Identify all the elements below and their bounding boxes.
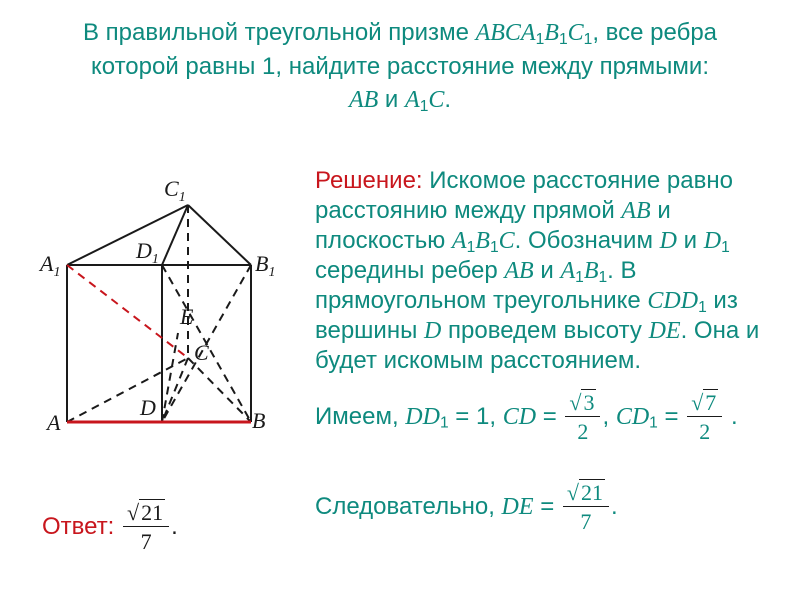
- label-d1: $D_1$: [136, 238, 159, 267]
- given-values: Имеем, $DD_1 = 1$, CD = $\frac{√3}{2}$ , $CD_1$ = $\frac{√7}{2}$ .: [315, 390, 738, 444]
- label-b: B: [252, 408, 266, 433]
- label-d: D: [140, 395, 156, 420]
- label-c: C: [194, 340, 209, 365]
- fraction-de: $\frac{√21}{7}$: [563, 480, 609, 535]
- answer-line: Ответ: $\frac{√21}{7}$ .: [42, 500, 178, 554]
- label-e: E: [180, 304, 194, 329]
- edge-c-d: [162, 358, 188, 422]
- result-line: Следовательно, DE = $\frac{√21}{7}$ .: [315, 480, 618, 534]
- answer-label: Ответ:: [42, 512, 115, 540]
- label-a: A: [47, 410, 61, 435]
- label-a1: $A_1$: [40, 251, 61, 280]
- fraction-answer: $\frac{√21}{7}$: [123, 500, 169, 555]
- solution-heading: Решение:: [315, 167, 423, 194]
- solution-text: Решение: Искомое расстояние равно расстоянию между прямой AB и плоскостью $A_1B_1C$. Обозначим D и $D_1$ середины ребер AB и $A_1B_1$. В прямоугольном треугольнике $CDD_1$ из вершины D проведем высоту DE. Она и будет искомым расстоянием.: [315, 167, 760, 374]
- edge-c1-b1: [188, 205, 251, 265]
- edge-c1-d1: [162, 205, 188, 265]
- edge-d-e: [162, 333, 178, 422]
- problem-statement: В правильной треугольной призме $ABCA_1B_1C_1$, все ребра которой равны 1, найдите расстояние между прямыми: AB и $A_1C$.: [82, 19, 718, 115]
- fraction-cd: $\frac{√3}{2}$: [565, 390, 600, 445]
- fraction-cd1: $\frac{√7}{2}$: [687, 390, 722, 445]
- label-b1: $B_1$: [255, 251, 276, 280]
- edge-c1-a1: [67, 205, 188, 265]
- prism-figure: [30, 168, 290, 448]
- label-c1: $C_1$: [164, 176, 186, 205]
- edge-a-c: [67, 358, 188, 422]
